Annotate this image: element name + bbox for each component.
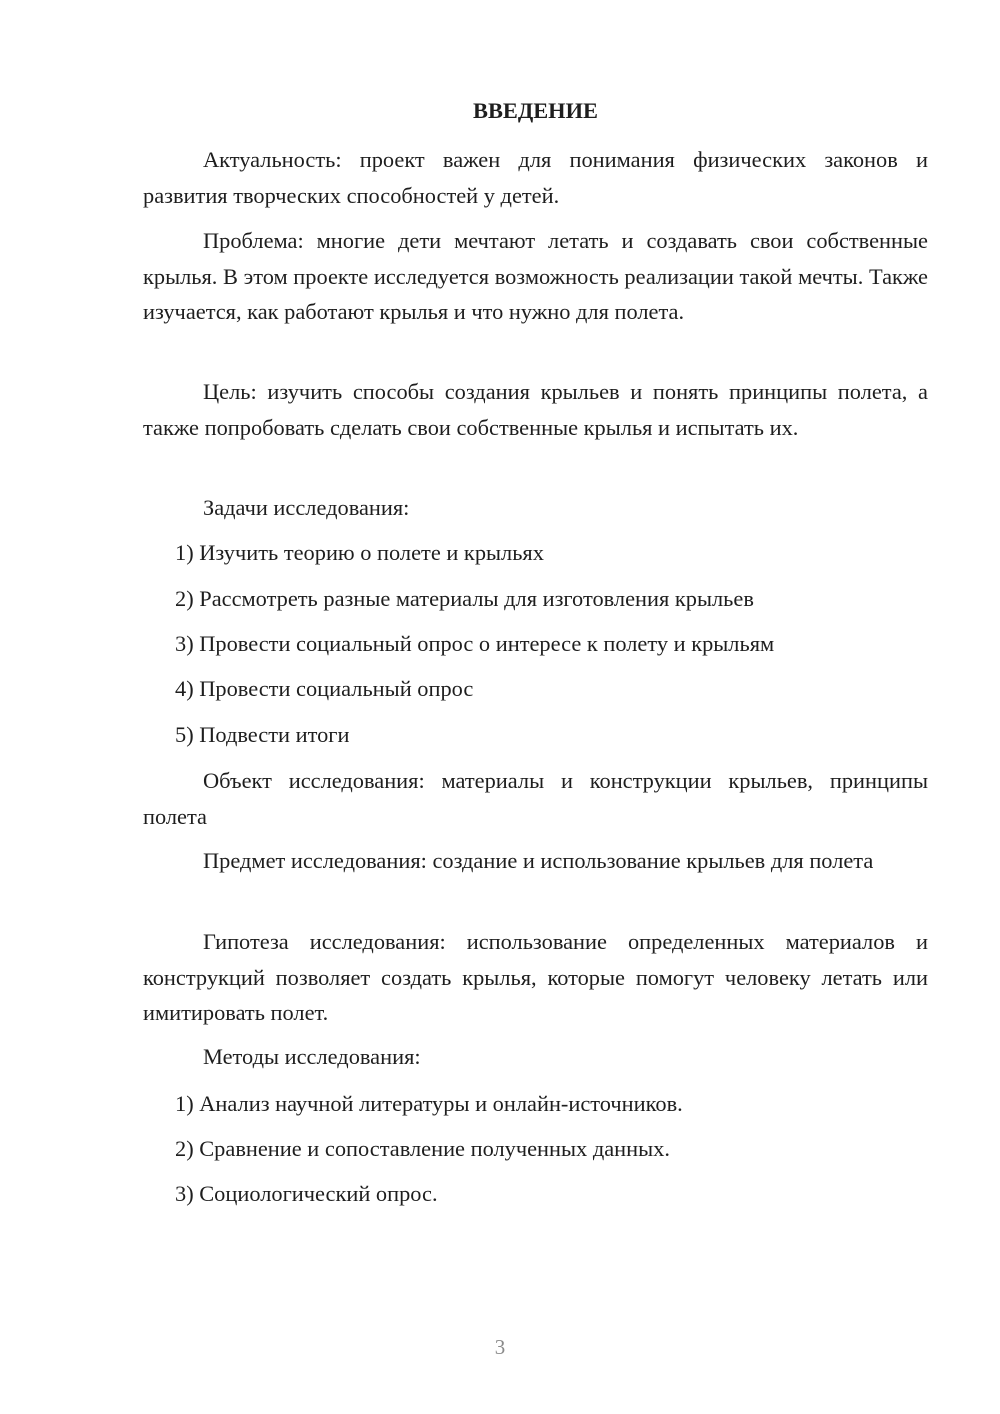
object-paragraph: Объект исследования: материалы и конструкции крыльев, принципы полета	[143, 768, 928, 829]
task-item: 5) Подвести итоги	[175, 722, 350, 747]
method-item: 1) Анализ научной литературы и онлайн-источников.	[175, 1091, 683, 1116]
method-item: 3) Социологический опрос.	[175, 1181, 438, 1206]
methods-heading: Методы исследования:	[203, 1044, 421, 1069]
page-number: 3	[494, 1335, 506, 1359]
section-title: ВВЕДЕНИЕ	[473, 98, 598, 123]
hypothesis-paragraph: Гипотеза исследования: использование определенных материалов и конструкций позволяет создать крылья, которые помогут человеку летать или имитировать полет.	[143, 929, 928, 1025]
relevance-paragraph: Актуальность: проект важен для понимания физических законов и развития творческих способностей у детей.	[143, 147, 928, 208]
method-item: 2) Сравнение и сопоставление полученных данных.	[175, 1136, 670, 1161]
subject-paragraph: Предмет исследования: создание и использование крыльев для полета	[203, 848, 874, 873]
task-item: 2) Рассмотреть разные материалы для изготовления крыльев	[175, 586, 754, 611]
problem-paragraph: Проблема: многие дети мечтают летать и создавать свои собственные крылья. В этом проекте исследуется возможность реализации такой мечты. Также изучается, как работают крылья и что нужно для полета.	[143, 228, 928, 324]
task-item: 4) Провести социальный опрос	[175, 676, 474, 701]
task-item: 1) Изучить теорию о полете и крыльях	[175, 540, 544, 565]
goal-paragraph: Цель: изучить способы создания крыльев и понять принципы полета, а также попробовать сделать свои собственные крылья и испытать их.	[143, 379, 928, 440]
tasks-heading: Задачи исследования:	[203, 495, 410, 520]
task-item: 3) Провести социальный опрос о интересе к полету и крыльям	[175, 631, 775, 656]
